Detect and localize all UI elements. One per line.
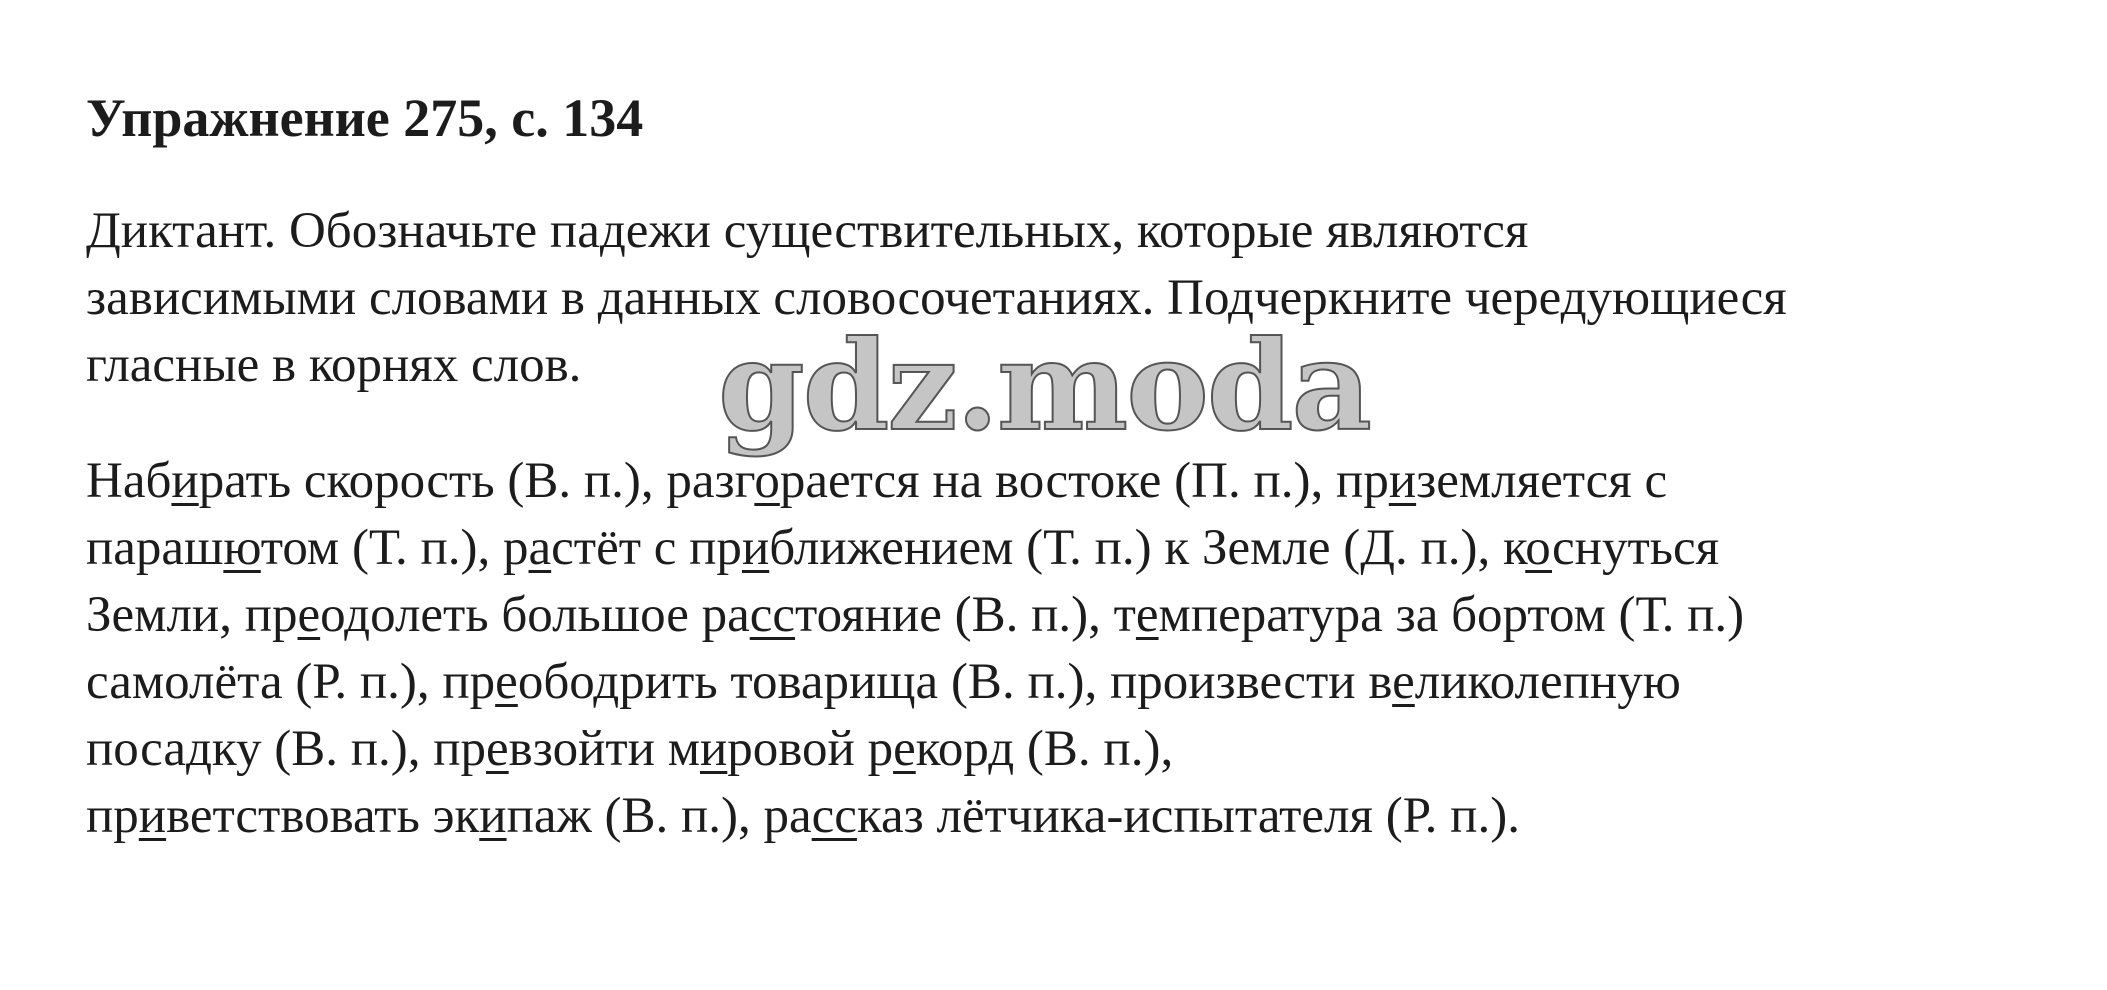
answer-text: ветствовать эк (166, 788, 480, 844)
watermark-logo: gdz.moda (718, 314, 1370, 459)
answer-text: каз лётчика-испытателя (Р. п.). (856, 788, 1520, 844)
answer-text: параш (86, 520, 224, 576)
underlined-vowel: е (297, 587, 321, 643)
answer-text: ободрить товарища (В. п.), произвести в (517, 654, 1393, 710)
underlined-vowel: и (171, 453, 199, 509)
task-line: зависимыми словами в данных словосочетаниях. Подчеркните чередующиеся (86, 270, 1787, 326)
underlined-vowel: а (528, 520, 552, 576)
underlined-vowel: и (700, 721, 728, 777)
answer-text: Земли, пр (86, 587, 298, 643)
answer-text: рается на востоке (П. п.), пр (779, 453, 1389, 509)
answer-paragraph (86, 448, 1744, 850)
answer-text: пр (86, 788, 139, 844)
underlined-vowel: сс (749, 587, 796, 643)
underlined-vowel: е (495, 654, 518, 710)
underlined-vowel: е (1392, 654, 1415, 710)
underlined-vowel: и (138, 788, 167, 844)
answer-text: корд (В. п.), (915, 721, 1174, 777)
task-line: Диктант. Обозначьте падежи существительных, которые являются (86, 203, 1529, 259)
exercise-title: Упражнение 275, с. 134 (86, 88, 644, 148)
underlined-vowel: и (1388, 453, 1417, 509)
answer-text: ликолепную (1414, 654, 1681, 710)
task-paragraph (86, 198, 1787, 399)
answer-text: ровой р (727, 721, 894, 777)
underlined-vowel: о (1525, 520, 1553, 576)
answer-text: паж (В. п.), ра (506, 788, 812, 844)
answer-line (86, 515, 1744, 582)
answer-line (86, 716, 1744, 783)
underlined-vowel: сс (811, 788, 857, 844)
underlined-vowel: е (1135, 587, 1159, 643)
answer-text: одолеть большое ра (320, 587, 750, 643)
task-line: гласные в корнях слов. (86, 337, 582, 393)
answer-text: снуться (1552, 520, 1720, 576)
answer-text: тояние (В. п.), т (795, 587, 1136, 643)
underlined-vowel: и (479, 788, 507, 844)
underlined-vowel: и (741, 520, 770, 576)
answer-text: земляется с (1416, 453, 1668, 509)
answer-line (86, 448, 1744, 515)
answer-text: мпература за бортом (Т. п.) (1158, 587, 1745, 643)
answer-line (86, 649, 1744, 716)
answer-text: взойти м (508, 721, 700, 777)
answer-text: том (Т. п.), р (260, 520, 529, 576)
answer-text: ближением (Т. п.) к Земле (Д. п.), к (769, 520, 1526, 576)
answer-text: Наб (86, 453, 172, 509)
underlined-vowel: е (486, 721, 509, 777)
underlined-vowel: ю (223, 520, 261, 576)
answer-line (86, 783, 1744, 850)
answer-text: самолёта (Р. п.), пр (86, 654, 496, 710)
underlined-vowel: о (754, 453, 780, 509)
answer-line (86, 582, 1744, 649)
underlined-vowel: е (893, 721, 916, 777)
answer-text: рать скорость (В. п.), разг (198, 453, 755, 509)
answer-text: посадку (В. п.), пр (86, 721, 487, 777)
answer-text: стёт с пр (551, 520, 742, 576)
